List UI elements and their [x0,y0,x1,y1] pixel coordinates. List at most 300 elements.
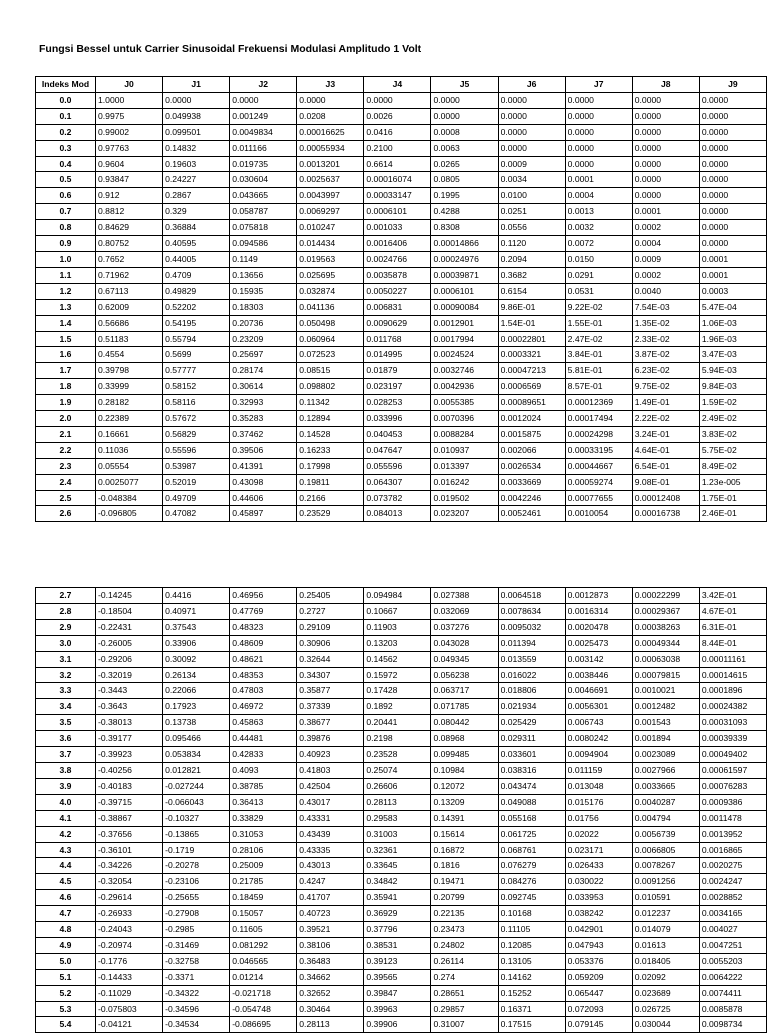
bessel-value-cell: 0.39876 [297,731,364,747]
index-mod-cell: 0.6 [36,188,96,204]
table-header-row [36,77,767,93]
bessel-value-cell: 0.0003 [699,283,766,299]
bessel-value-cell: 0.15972 [364,667,431,683]
bessel-value-cell: 0.2198 [364,731,431,747]
bessel-value-cell: 0.013559 [498,651,565,667]
bessel-value-cell: 0.19811 [297,474,364,490]
bessel-value-cell: 0.20441 [364,715,431,731]
header-j2: J2 [230,77,297,93]
bessel-value-cell: 0.0040 [632,283,699,299]
bessel-value-cell: -0.10327 [163,810,230,826]
bessel-value-cell: 0.080442 [431,715,498,731]
bessel-value-cell: 0.0032746 [431,363,498,379]
bessel-value-cell: 0.0012873 [565,588,632,604]
bessel-value-cell: -0.04121 [96,1017,163,1033]
bessel-value-cell: 0.48353 [230,667,297,683]
bessel-value-cell: 0.0000 [699,108,766,124]
bessel-value-cell: 0.038316 [498,762,565,778]
bessel-value-cell: -0.25655 [163,890,230,906]
bessel-value-cell: 2.49E-02 [699,411,766,427]
index-mod-cell: 3.6 [36,731,96,747]
bessel-value-cell: 0.0080242 [565,731,632,747]
bessel-value-cell: 0.41391 [230,458,297,474]
bessel-value-cell: 0.39906 [364,1017,431,1033]
bessel-value-cell: 3.87E-02 [632,347,699,363]
bessel-value-cell: 0.00090084 [431,299,498,315]
bessel-value-cell: 0.23528 [364,747,431,763]
bessel-value-cell: 0.084013 [364,506,431,522]
bessel-value-cell: 0.912 [96,188,163,204]
bessel-value-cell: 0.00049402 [699,747,766,763]
index-mod-cell: 1.0 [36,251,96,267]
bessel-value-cell: 0.5699 [163,347,230,363]
index-mod-cell: 0.3 [36,140,96,156]
bessel-value-cell: 0.22066 [163,683,230,699]
bessel-value-cell: 0.25697 [230,347,297,363]
header-j8: J8 [632,77,699,93]
bessel-value-cell: 0.23209 [230,331,297,347]
bessel-value-cell: 0.0085878 [699,1001,766,1017]
bessel-value-cell: 0.0088284 [431,426,498,442]
index-mod-cell: 2.3 [36,458,96,474]
bessel-value-cell: 0.0011478 [699,810,766,826]
header-j9: J9 [699,77,766,93]
bessel-value-cell: 0.014434 [297,236,364,252]
index-mod-cell: 1.8 [36,379,96,395]
bessel-value-cell: 0.00047213 [498,363,565,379]
bessel-value-cell: 0.48609 [230,635,297,651]
bessel-value-cell: 0.084276 [498,874,565,890]
bessel-value-cell: 0.00012408 [632,490,699,506]
index-mod-cell: 3.9 [36,778,96,794]
bessel-value-cell: 0.037276 [431,619,498,635]
index-mod-cell: 3.5 [36,715,96,731]
index-mod-cell: 4.8 [36,922,96,938]
bessel-value-cell: 0.00031093 [699,715,766,731]
index-mod-cell: 0.0 [36,92,96,108]
bessel-value-cell: 0.1816 [431,858,498,874]
bessel-value-cell: 0.55596 [163,442,230,458]
bessel-value-cell: 0.011166 [230,140,297,156]
bessel-value-cell: 0.060964 [297,331,364,347]
table-row [36,890,767,906]
bessel-value-cell: 0.8308 [431,220,498,236]
bessel-value-cell: 0.023207 [431,506,498,522]
table-row [36,251,767,267]
bessel-value-cell: 0.43439 [297,826,364,842]
bessel-value-cell: 0.49829 [163,283,230,299]
bessel-value-cell: 0.00039339 [699,731,766,747]
bessel-value-cell: 0.0000 [699,236,766,252]
index-mod-cell: 4.6 [36,890,96,906]
bessel-value-cell: 0.1120 [498,236,565,252]
bessel-value-cell: 0.0033669 [498,474,565,490]
bessel-value-cell: 0.00033147 [364,188,431,204]
bessel-value-cell: 0.033601 [498,747,565,763]
bessel-value-cell: 0.006743 [565,715,632,731]
bessel-value-cell: 0.19471 [431,874,498,890]
bessel-value-cell: 0.25009 [230,858,297,874]
bessel-value-cell: 0.2100 [364,140,431,156]
header-j7: J7 [565,77,632,93]
index-mod-cell: 2.4 [36,474,96,490]
bessel-value-cell: 0.0000 [699,220,766,236]
bessel-value-cell: 0.44481 [230,731,297,747]
bessel-value-cell: 0.46972 [230,699,297,715]
bessel-value-cell: 0.0042246 [498,490,565,506]
bessel-value-cell: 0.0013 [565,204,632,220]
bessel-value-cell: -0.1719 [163,842,230,858]
bessel-value-cell: 0.0000 [230,92,297,108]
bessel-value-cell: 0.0006569 [498,379,565,395]
table-row [36,283,767,299]
bessel-value-cell: 0.0078634 [498,603,565,619]
bessel-value-cell: 0.28182 [96,395,163,411]
index-mod-cell: 3.4 [36,699,96,715]
bessel-value-cell: 0.023197 [364,379,431,395]
bessel-value-cell: 0.042901 [565,922,632,938]
bessel-value-cell: 0.00024298 [565,426,632,442]
index-mod-cell: 3.8 [36,762,96,778]
bessel-value-cell: 0.0016865 [699,842,766,858]
index-mod-cell: 2.5 [36,490,96,506]
bessel-value-cell: 0.0150 [565,251,632,267]
bessel-value-cell: 0.0000 [699,172,766,188]
bessel-value-cell: 1.75E-01 [699,490,766,506]
bessel-value-cell: 0.0013201 [297,156,364,172]
bessel-value-cell: 0.0043997 [297,188,364,204]
index-mod-cell: 2.7 [36,588,96,604]
bessel-value-cell: 0.0046691 [565,683,632,699]
bessel-value-cell: 0.0016314 [565,603,632,619]
bessel-value-cell: 0.011768 [364,331,431,347]
bessel-value-cell: -0.38013 [96,715,163,731]
bessel-value-cell: 0.0042936 [431,379,498,395]
bessel-value-cell: 5.81E-01 [565,363,632,379]
bessel-value-cell: -0.13865 [163,826,230,842]
bessel-value-cell: 0.092745 [498,890,565,906]
bessel-value-cell: 0.065447 [565,985,632,1001]
bessel-value-cell: -0.32054 [96,874,163,890]
table-row [36,315,767,331]
bessel-value-cell: 0.29583 [364,810,431,826]
table-row [36,778,767,794]
bessel-value-cell: 0.075818 [230,220,297,236]
bessel-value-cell: 0.079145 [565,1017,632,1033]
bessel-value-cell: 0.0026534 [498,458,565,474]
table-row [36,635,767,651]
bessel-value-cell: -0.14433 [96,969,163,985]
bessel-value-cell: 4.67E-01 [699,603,766,619]
table-row [36,236,767,252]
table-row [36,490,767,506]
bessel-value-cell: 0.001249 [230,108,297,124]
bessel-value-cell: 0.0047251 [699,937,766,953]
bessel-value-cell: -0.20278 [163,858,230,874]
table-row [36,699,767,715]
page-title: Fungsi Bessel untuk Carrier Sinusoidal Frekuensi Modulasi Amplitudo 1 Volt [39,43,422,55]
bessel-value-cell: 0.056238 [431,667,498,683]
table-row [36,172,767,188]
table-row [36,842,767,858]
bessel-value-cell: 0.046565 [230,953,297,969]
index-mod-cell: 2.2 [36,442,96,458]
bessel-value-cell: 0.16872 [431,842,498,858]
bessel-value-cell: -0.3643 [96,699,163,715]
index-mod-cell: 2.0 [36,411,96,427]
table-row [36,108,767,124]
bessel-value-cell: 0.002066 [498,442,565,458]
bessel-value-cell: 0.023171 [565,842,632,858]
bessel-value-cell: 0.00033195 [565,442,632,458]
bessel-value-cell: 0.0000 [565,140,632,156]
bessel-value-cell: 0.030604 [230,172,297,188]
bessel-value-cell: 0.00024382 [699,699,766,715]
bessel-value-cell: 0.17428 [364,683,431,699]
bessel-value-cell: 0.001894 [632,731,699,747]
bessel-value-cell: 0.16371 [498,1001,565,1017]
table-row [36,92,767,108]
table-row [36,379,767,395]
bessel-value-cell: 0.001543 [632,715,699,731]
bessel-value-cell: 0.1149 [230,251,297,267]
table-row [36,826,767,842]
header-j5: J5 [431,77,498,93]
bessel-value-cell: 0.094586 [230,236,297,252]
index-mod-cell: 0.7 [36,204,96,220]
bessel-value-cell: 0.38106 [297,937,364,953]
bessel-value-cell: 0.43013 [297,858,364,874]
bessel-value-cell: 0.076279 [498,858,565,874]
bessel-value-cell: 0.40723 [297,906,364,922]
bessel-value-cell: 3.47E-03 [699,347,766,363]
bessel-value-cell: 0.053834 [163,747,230,763]
bessel-value-cell: 0.026725 [632,1001,699,1017]
bessel-value-cell: 0.0416 [364,124,431,140]
bessel-value-cell: 0.0066805 [632,842,699,858]
bessel-value-cell: -0.36101 [96,842,163,858]
bessel-value-cell: 0.018405 [632,953,699,969]
table-row [36,331,767,347]
bessel-value-cell: 0.43098 [230,474,297,490]
bessel-value-cell: 0.0052461 [498,506,565,522]
bessel-value-cell: 0.011394 [498,635,565,651]
bessel-value-cell: 0.02092 [632,969,699,985]
bessel-value-cell: 0.35941 [364,890,431,906]
bessel-value-cell: 0.0000 [699,124,766,140]
bessel-value-cell: 0.0064222 [699,969,766,985]
bessel-value-cell: 0.0013952 [699,826,766,842]
bessel-value-cell: 0.0034 [498,172,565,188]
bessel-value-cell: 0.0000 [364,92,431,108]
bessel-value-cell: 0.39123 [364,953,431,969]
bessel-value-cell: 0.38677 [297,715,364,731]
bessel-value-cell: 0.14391 [431,810,498,826]
bessel-value-cell: 0.34307 [297,667,364,683]
bessel-value-cell: 1.0000 [96,92,163,108]
bessel-value-cell: 0.0017994 [431,331,498,347]
table-row [36,969,767,985]
bessel-table-part-1 [35,76,767,522]
bessel-value-cell: 0.6154 [498,283,565,299]
table-row [36,299,767,315]
bessel-value-cell: -0.096805 [96,506,163,522]
bessel-value-cell: 0.01214 [230,969,297,985]
bessel-value-cell: 0.58152 [163,379,230,395]
index-mod-cell: 5.3 [36,1001,96,1017]
bessel-value-cell: 0.30614 [230,379,297,395]
table-row [36,588,767,604]
bessel-value-cell: 0.068761 [498,842,565,858]
bessel-value-cell: 0.0000 [699,140,766,156]
table-row [36,953,767,969]
bessel-value-cell: 0.00022801 [498,331,565,347]
index-mod-cell: 4.4 [36,858,96,874]
table-row [36,140,767,156]
header-j4: J4 [364,77,431,93]
bessel-value-cell: 0.16661 [96,426,163,442]
bessel-value-cell: 0.01879 [364,363,431,379]
bessel-value-cell: 0.15057 [230,906,297,922]
bessel-value-cell: 0.71962 [96,267,163,283]
bessel-value-cell: 3.83E-02 [699,426,766,442]
bessel-value-cell: 0.0000 [565,108,632,124]
bessel-value-cell: 0.0000 [498,108,565,124]
bessel-value-cell: 0.059209 [565,969,632,985]
bessel-value-cell: 9.86E-01 [498,299,565,315]
bessel-value-cell: 0.36413 [230,794,297,810]
index-mod-cell: 5.1 [36,969,96,985]
bessel-value-cell: 0.12894 [297,411,364,427]
bessel-value-cell: 0.0012024 [498,411,565,427]
index-mod-cell: 4.0 [36,794,96,810]
bessel-value-cell: 0.00012369 [565,395,632,411]
bessel-value-cell: 0.0070396 [431,411,498,427]
bessel-value-cell: -0.26933 [96,906,163,922]
bessel-value-cell: 0.0000 [632,188,699,204]
index-mod-cell: 0.1 [36,108,96,124]
index-mod-cell: 4.1 [36,810,96,826]
bessel-value-cell: 0.012237 [632,906,699,922]
bessel-value-cell: 0.010937 [431,442,498,458]
bessel-value-cell: 0.39565 [364,969,431,985]
bessel-value-cell: 0.17998 [297,458,364,474]
bessel-value-cell: 0.0006101 [364,204,431,220]
table-row [36,220,767,236]
bessel-value-cell: -0.34322 [163,985,230,1001]
bessel-value-cell: 0.19603 [163,156,230,172]
bessel-value-cell: 6.31E-01 [699,619,766,635]
bessel-value-cell: 0.0002 [632,267,699,283]
bessel-value-cell: 0.00077655 [565,490,632,506]
bessel-value-cell: 0.095466 [163,731,230,747]
index-mod-cell: 4.3 [36,842,96,858]
bessel-value-cell: 0.15614 [431,826,498,842]
bessel-value-cell: 0.0805 [431,172,498,188]
bessel-value-cell: 0.0006101 [431,283,498,299]
bessel-value-cell: 0.37339 [297,699,364,715]
bessel-value-cell: 0.42504 [297,778,364,794]
bessel-value-cell: -0.2985 [163,922,230,938]
bessel-value-cell: -0.26005 [96,635,163,651]
bessel-value-cell: 0.004027 [699,922,766,938]
bessel-value-cell: -0.27908 [163,906,230,922]
bessel-value-cell: 0.39521 [297,922,364,938]
bessel-value-cell: 0.31003 [364,826,431,842]
index-mod-cell: 1.3 [36,299,96,315]
bessel-value-cell: 0.47769 [230,603,297,619]
bessel-value-cell: 0.26134 [163,667,230,683]
bessel-value-cell: 0.26114 [431,953,498,969]
bessel-value-cell: 0.22135 [431,906,498,922]
bessel-value-cell: 2.47E-02 [565,331,632,347]
bessel-value-cell: 0.0000 [431,108,498,124]
index-mod-cell: 3.7 [36,747,96,763]
bessel-value-cell: 0.28651 [431,985,498,1001]
bessel-value-cell: 0.52019 [163,474,230,490]
bessel-value-cell: 0.93847 [96,172,163,188]
bessel-value-cell: 0.0024524 [431,347,498,363]
bessel-value-cell: 5.94E-03 [699,363,766,379]
bessel-value-cell: 0.51183 [96,331,163,347]
bessel-value-cell: 0.00029367 [632,603,699,619]
bessel-value-cell: 0.0251 [498,204,565,220]
table-row [36,810,767,826]
bessel-value-cell: 0.11342 [297,395,364,411]
bessel-value-cell: 0.02022 [565,826,632,842]
bessel-value-cell: 0.00044667 [565,458,632,474]
bessel-value-cell: 0.30092 [163,651,230,667]
bessel-value-cell: -0.38867 [96,810,163,826]
bessel-value-cell: 0.2166 [297,490,364,506]
table-row [36,747,767,763]
bessel-value-cell: 0.11605 [230,922,297,938]
table-row [36,188,767,204]
bessel-value-cell: 0.0000 [632,92,699,108]
bessel-value-cell: 0.0024766 [364,251,431,267]
bessel-value-cell: 0.47803 [230,683,297,699]
table-row [36,731,767,747]
bessel-value-cell: 0.28106 [230,842,297,858]
bessel-value-cell: 9.08E-01 [632,474,699,490]
index-mod-cell: 3.0 [36,635,96,651]
bessel-value-cell: 0.12085 [498,937,565,953]
bessel-value-cell: 0.47082 [163,506,230,522]
bessel-value-cell: -0.066043 [163,794,230,810]
bessel-value-cell: 0.1892 [364,699,431,715]
bessel-value-cell: 0.013048 [565,778,632,794]
bessel-value-cell: 0.00038263 [632,619,699,635]
bessel-value-cell: -0.075803 [96,1001,163,1017]
bessel-value-cell: 0.032069 [431,603,498,619]
bessel-value-cell: 0.0038446 [565,667,632,683]
bessel-value-cell: 2.33E-02 [632,331,699,347]
index-mod-cell: 2.6 [36,506,96,522]
table-row [36,922,767,938]
bessel-value-cell: 0.072523 [297,347,364,363]
bessel-value-cell: 0.13656 [230,267,297,283]
index-mod-cell: 3.2 [36,667,96,683]
bessel-value-cell: 0.9604 [96,156,163,172]
bessel-value-cell: 0.0003321 [498,347,565,363]
table-row [36,124,767,140]
bessel-value-cell: -0.14245 [96,588,163,604]
bessel-value-cell: 0.48621 [230,651,297,667]
bessel-value-cell: 0.0000 [565,92,632,108]
bessel-value-cell: 6.54E-01 [632,458,699,474]
bessel-value-cell: 0.29857 [431,1001,498,1017]
table-row [36,411,767,427]
